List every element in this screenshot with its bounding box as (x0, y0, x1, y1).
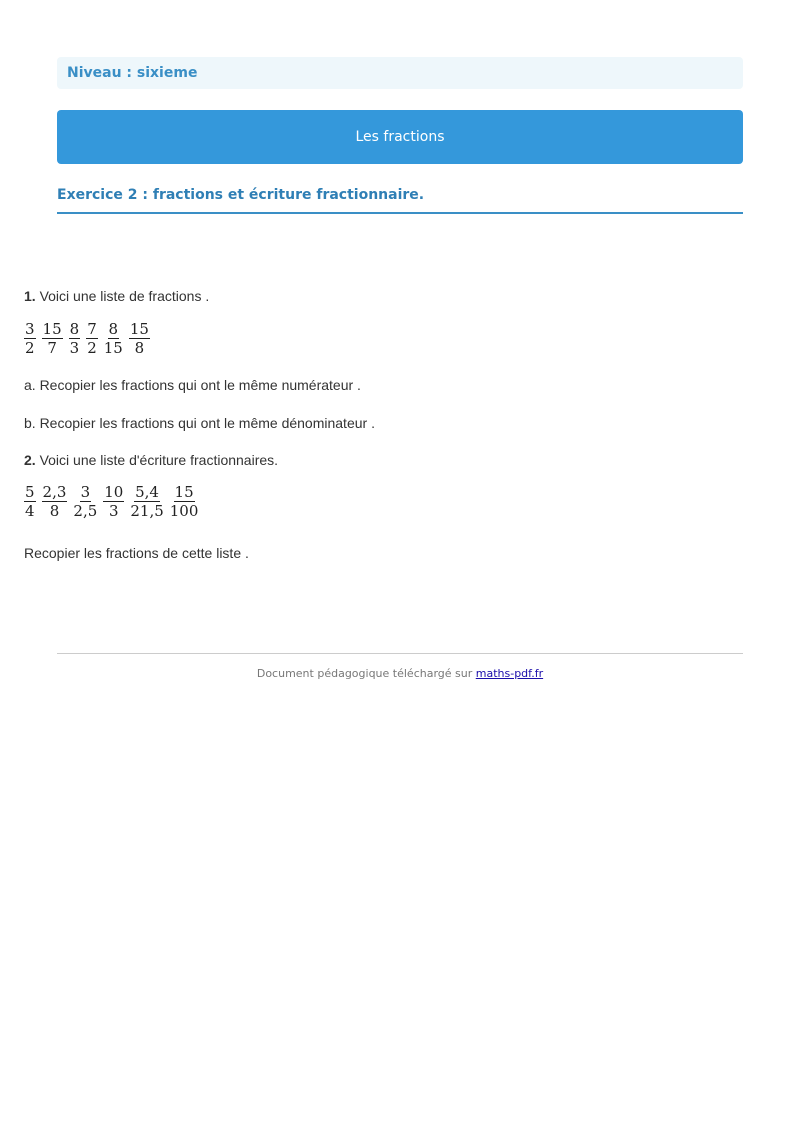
fraction-list-2 (24, 484, 204, 519)
fraction (24, 321, 36, 356)
numerator: 5 (25, 483, 35, 501)
fraction (103, 484, 124, 519)
question-1a: a. Recopier les fractions qui ont le même numérateur . (24, 377, 361, 393)
footer (57, 653, 743, 680)
fraction (24, 484, 36, 519)
numerator: 15 (129, 320, 149, 338)
fraction (86, 321, 98, 356)
denominator: 21,5 (130, 502, 164, 520)
fraction (42, 484, 68, 519)
page-header (57, 57, 743, 214)
numerator: 15 (174, 483, 194, 501)
question-2-instruction: Recopier les fractions de cette liste . (24, 545, 249, 561)
denominator: 8 (49, 502, 60, 520)
question-2-number: 2. (24, 452, 36, 468)
denominator: 8 (134, 339, 145, 357)
question-1b: b. Recopier les fractions qui ont le même dénominateur . (24, 415, 375, 431)
fraction (73, 484, 97, 519)
question-1-number: 1. (24, 288, 36, 304)
numerator: 10 (104, 483, 124, 501)
question-2 (24, 452, 278, 468)
denominator: 2 (25, 339, 35, 357)
fraction-list-1 (24, 321, 156, 356)
denominator: 2 (87, 339, 97, 357)
question-1-text: Voici une liste de fractions . (39, 288, 210, 304)
footer-link[interactable]: maths-pdf.fr (475, 667, 544, 680)
numerator: 2,3 (42, 483, 67, 501)
title-banner (57, 110, 743, 164)
numerator: 15 (42, 320, 62, 338)
numerator: 7 (87, 320, 97, 338)
footer-text: Document pédagogique téléchargé sur (256, 667, 476, 680)
question-1 (24, 288, 209, 304)
numerator: 3 (80, 483, 91, 501)
denominator: 4 (25, 502, 35, 520)
denominator: 3 (109, 502, 119, 520)
fraction (42, 321, 63, 356)
fraction (69, 321, 81, 356)
fraction (104, 321, 123, 356)
denominator: 100 (169, 502, 199, 520)
fraction (129, 321, 150, 356)
question-2-text: Voici une liste d'écriture fractionnaires. (39, 452, 279, 468)
numerator: 8 (108, 320, 119, 338)
denominator: 15 (103, 339, 123, 357)
level-box (57, 57, 743, 89)
level-label: Niveau : sixieme (67, 65, 198, 81)
denominator: 2,5 (73, 502, 98, 520)
fraction (170, 484, 199, 519)
exercise-title: Exercice 2 : fractions et écriture fractionnaire. (57, 187, 743, 214)
numerator: 5,4 (135, 483, 159, 501)
denominator: 7 (47, 339, 57, 357)
denominator: 3 (69, 339, 80, 357)
numerator: 3 (25, 320, 35, 338)
banner-title: Les fractions (355, 129, 445, 145)
fraction (130, 484, 163, 519)
numerator: 8 (69, 320, 80, 338)
